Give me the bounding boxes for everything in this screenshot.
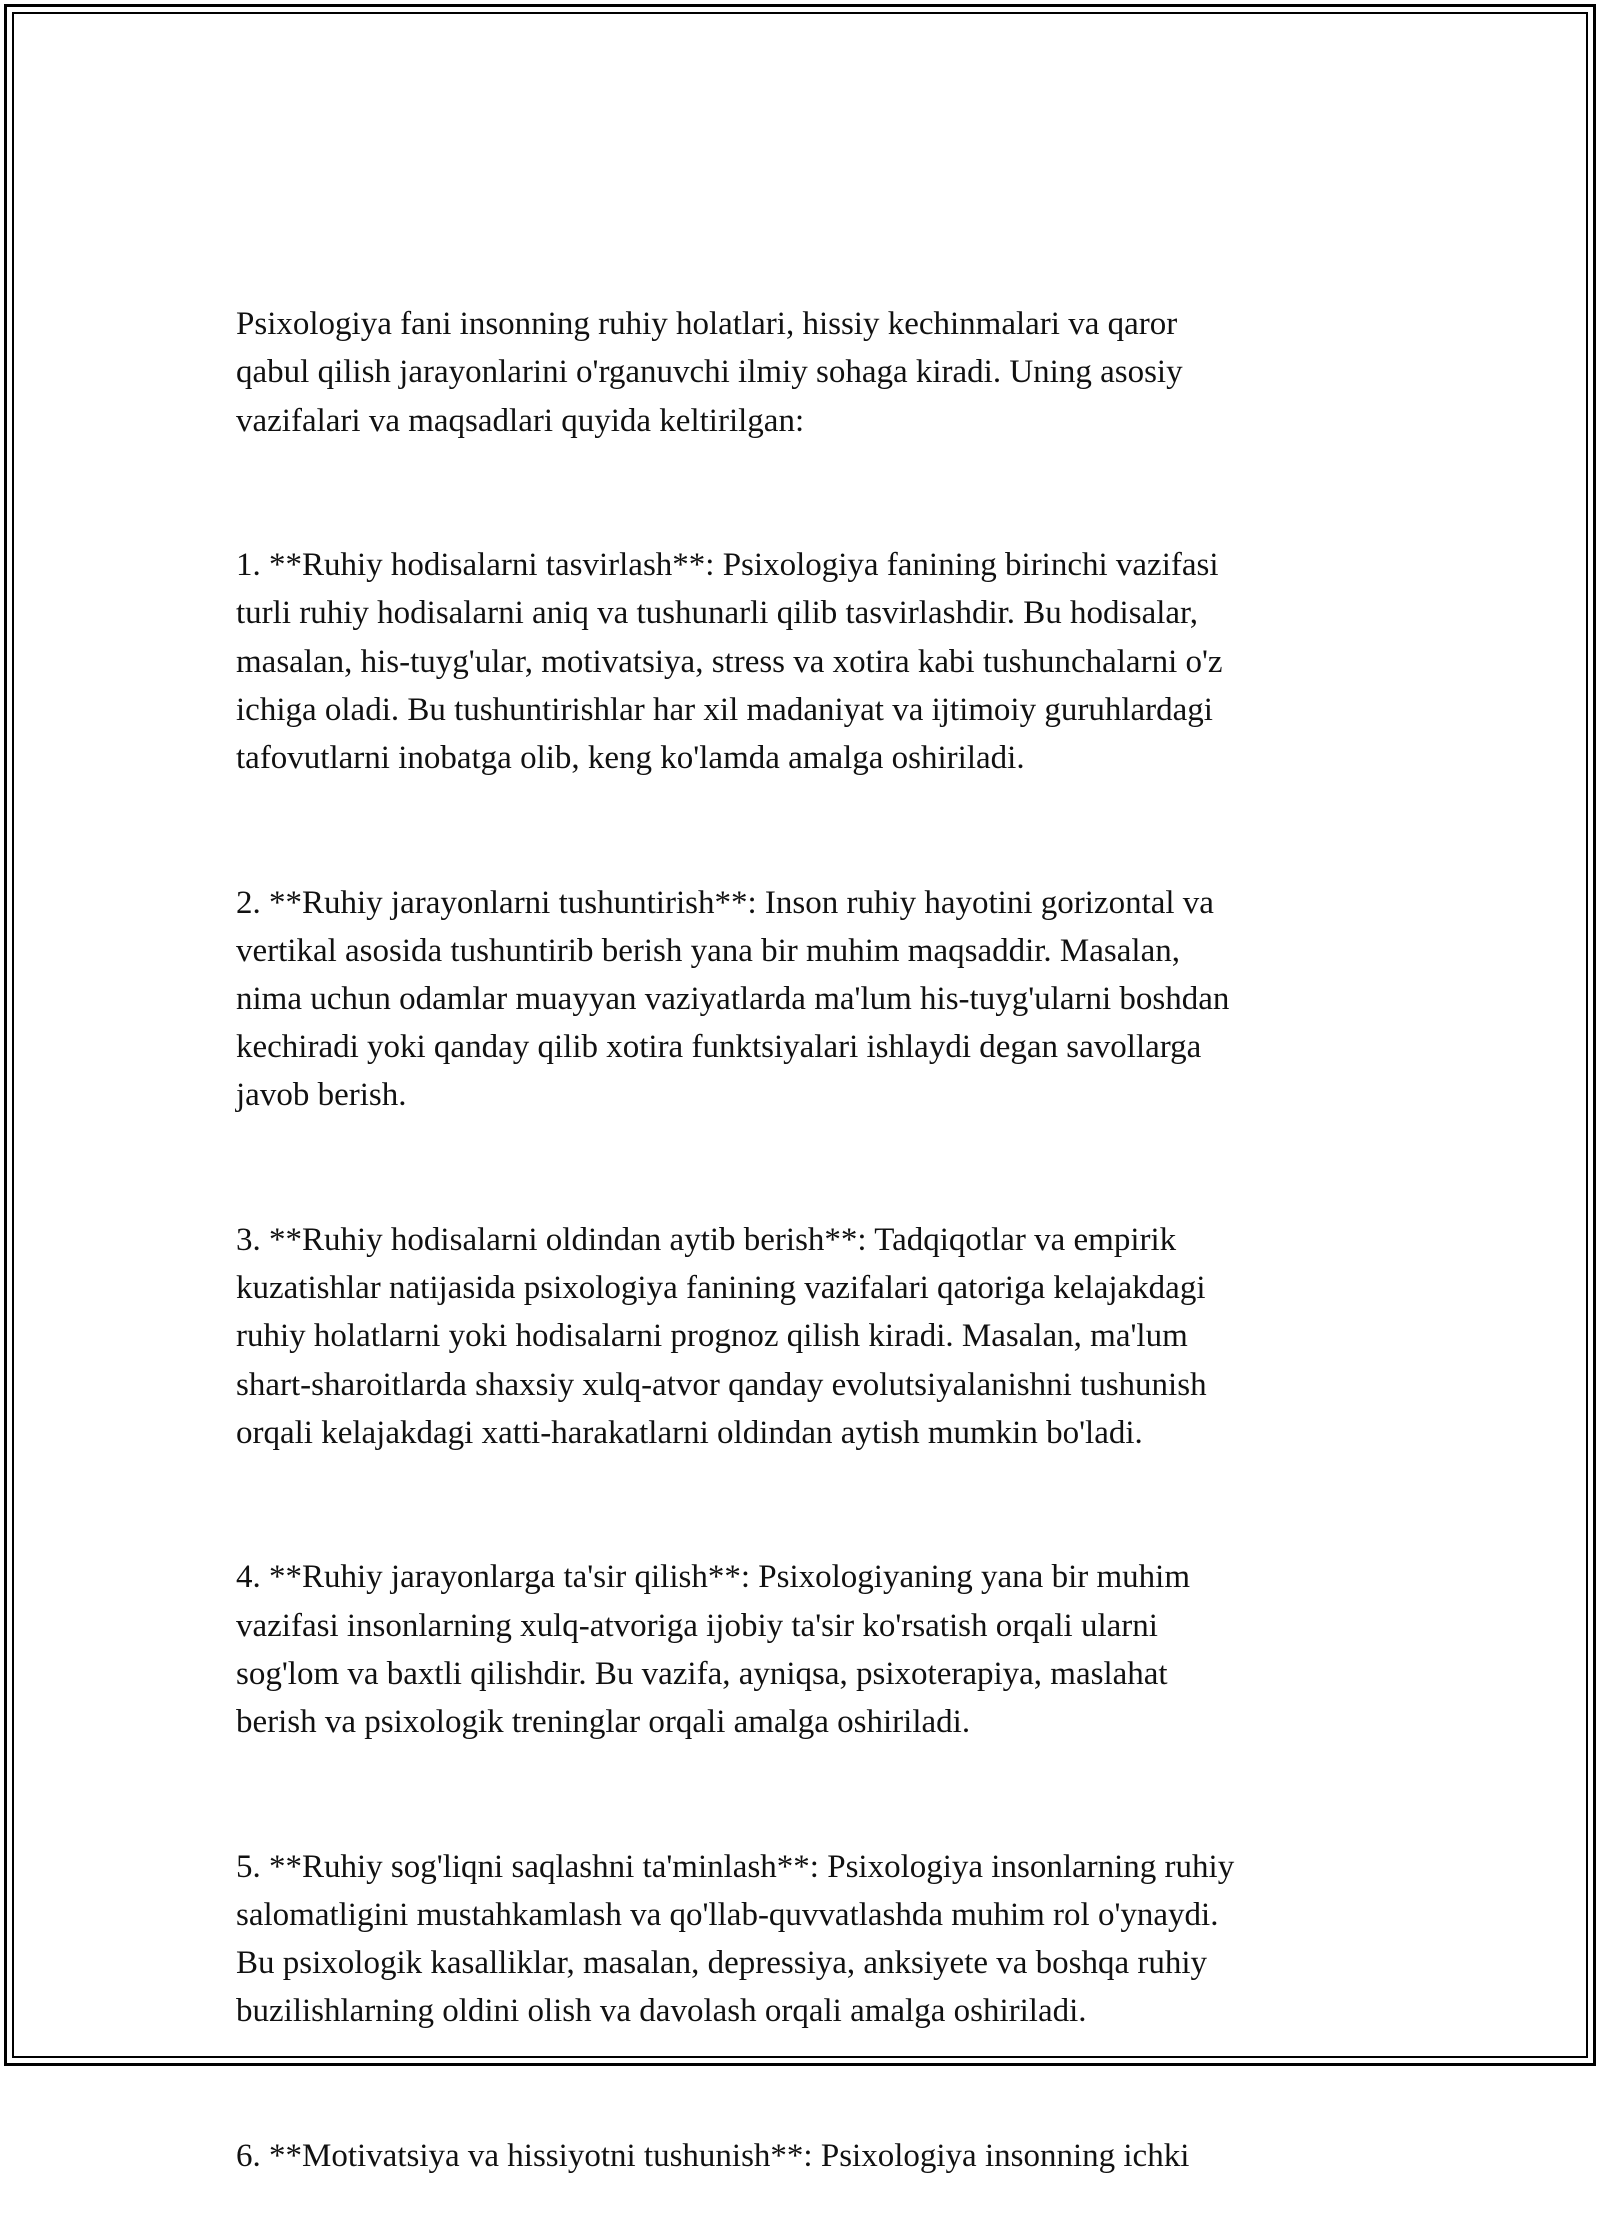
list-item-6: 6. **Motivatsiya va hissiyotni tushunish**: Psixologiya insonning ichki <box>236 2137 1190 2174</box>
list-item-1: 1. **Ruhiy hodisalarni tasvirlash**: Psixologiya fanining birinchi vazifasi turli ruhiy hodisalarni aniq va tushunarli qilib tasvirlashdir. Bu hodisalar, masalan, his-tuyg'ular, motivatsiya, stress va xotira kabi tushunchalarni o'z ichiga oladi. Bu tushuntirishlar har xil madaniyat va ijtimoiy guruhlardagi tafovutlarni inobatga olib, keng ko'lamda amalga oshiriladi. <box>236 547 1223 777</box>
list-item-3: 3. **Ruhiy hodisalarni oldindan aytib berish**: Tadqiqotlar va empirik kuzatishlar natijasida psixologiya fanining vazifalari qatoriga kelajakdagi ruhiy holatlarni yoki hodisalarni prognoz qilish kiradi. Masalan, ma'lum shart-sharoitlarda shaxsiy xulq-atvor qanday evolutsiyalanishni tushunish orqali kelajakdagi xatti-harakatlarni oldindan aytish mumkin bo'ladi. <box>236 1222 1207 1451</box>
document-body <box>236 252 1376 2228</box>
intro-paragraph: Psixologiya fani insonning ruhiy holatlari, hissiy kechinmalari va qaror qabul qilish jarayonlarini o'rganuvchi ilmiy sohaga kiradi. Uning asosiy vazifalari va maqsadlari quyida keltirilgan: <box>236 306 1183 439</box>
list-item-2: 2. **Ruhiy jarayonlarni tushuntirish**: Inson ruhiy hayotini gorizontal va vertikal asosida tushuntirib berish yana bir muhim maqsaddir. Masalan, nima uchun odamlar muayyan vaziyatlarda ma'lum his-tuyg'ularni boshdan kechiradi yoki qanday qilib xotira funktsiyalari ishlaydi degan savollarga javob berish. <box>236 884 1230 1114</box>
list-item-5: 5. **Ruhiy sog'liqni saqlashni ta'minlash**: Psixologiya insonlarning ruhiy salomatligini mustahkamlash va qo'llab-quvvatlashda muhim rol o'ynaydi. Bu psixologik kasalliklar, masalan, depressiya, anksiyete va boshqa ruhiy buzilishlarning oldini olish va davolash orqali amalga oshiriladi. <box>236 1848 1235 2030</box>
list-item-4: 4. **Ruhiy jarayonlarga ta'sir qilish**: Psixologiyaning yana bir muhim vazifasi insonlarning xulq-atvoriga ijobiy ta'sir ko'rsatish orqali ularni sog'lom va baxtli qilishdir. Bu vazifa, ayniqsa, psixoterapiya, maslahat berish va psixologik treninglar orqali amalga oshiriladi. <box>236 1559 1190 1741</box>
